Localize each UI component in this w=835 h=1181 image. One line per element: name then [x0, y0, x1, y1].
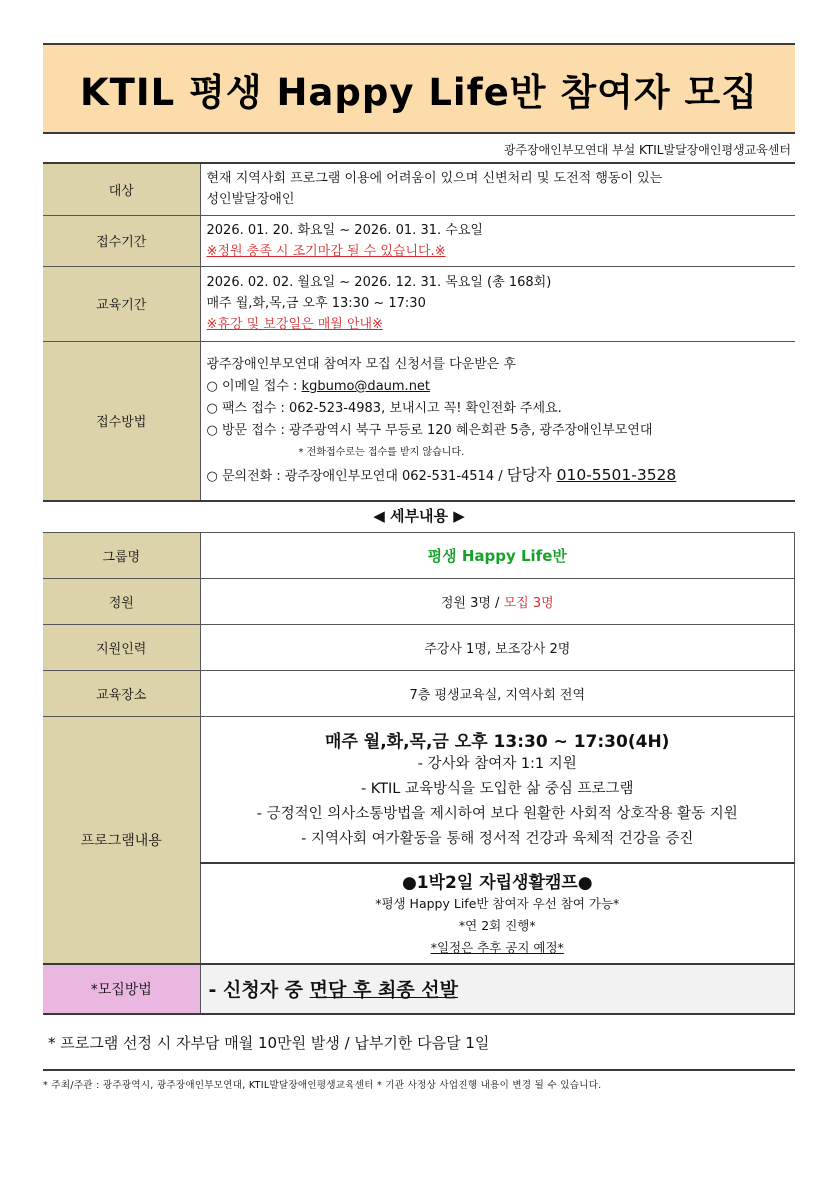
- method-visit: ○ 방문 접수 : 광주광역시 북구 무등로 120 혜은회관 5층, 광주장애인부모연대: [206, 422, 653, 438]
- program-item: - KTIL 교육방식을 도입한 삶 중심 프로그램: [360, 780, 634, 797]
- value-place: 7층 평생교육실, 지역사회 전역: [200, 671, 795, 717]
- camp-line: *평생 Happy Life반 참여자 우선 참여 가능*: [375, 895, 620, 911]
- value-camp: [200, 863, 795, 964]
- flyer: [43, 43, 795, 1091]
- title-banner: [43, 43, 795, 134]
- program-item: - 강사와 참여자 1:1 지원: [417, 755, 577, 772]
- page-title: KTIL 평생 Happy Life반 참여자 모집: [79, 70, 759, 114]
- row-group: [43, 533, 795, 579]
- value-staff: 주강사 1명, 보조강사 2명: [200, 625, 795, 671]
- program-item: - 긍정적인 의사소통방법을 제시하여 보다 원활한 사회적 상호작용 활동 지원: [256, 805, 738, 822]
- row-staff: [43, 625, 795, 671]
- method-inquiry: [207, 464, 790, 488]
- row-target: [43, 163, 795, 215]
- footer-text: * 주최/주관 : 광주광역시, 광주장애인부모연대, KTIL발달장애인평생교육센터 * 기관 사정상 사업진행 내용이 변경 될 수 있습니다.: [43, 1079, 602, 1091]
- program-schedule: 매주 월,화,목,금 오후 13:30 ~ 17:30(4H): [325, 731, 670, 752]
- label-group: 그룹명: [43, 533, 200, 579]
- value-group: 평생 Happy Life반: [200, 533, 795, 579]
- label-method: 접수방법: [43, 341, 200, 501]
- label-reception: 접수기간: [43, 215, 200, 266]
- row-program: [43, 717, 795, 863]
- email-prefix: ○ 이메일 접수 :: [206, 378, 302, 394]
- label-place: 교육장소: [43, 671, 200, 717]
- camp-line: *일정은 추후 공지 예정*: [430, 939, 564, 955]
- reception-dates: 2026. 01. 20. 화요일 ~ 2026. 01. 31. 수요일: [206, 222, 483, 238]
- value-education: [200, 266, 795, 341]
- method-email: [207, 376, 790, 398]
- details-table: [43, 532, 795, 1015]
- row-capacity: [43, 579, 795, 625]
- value-target: [200, 163, 795, 215]
- row-method: [43, 341, 795, 501]
- method-phone-note: * 전화접수로는 접수를 받지 않습니다.: [298, 446, 465, 458]
- info-table: [43, 162, 795, 502]
- target-line-2: 성인발달장애인: [206, 192, 295, 208]
- email-link[interactable]: kgbumo@daum.net: [301, 378, 431, 394]
- value-method: [200, 341, 795, 501]
- camp-title: ●1박2일 자립생활캠프●: [401, 872, 593, 893]
- reception-note: ※정원 충족 시 조기마감 될 수 있습니다.※: [206, 243, 446, 259]
- manager-phone[interactable]: 010-5501-3528: [556, 465, 677, 484]
- value-selection: [200, 964, 795, 1014]
- value-capacity: [200, 579, 795, 625]
- method-fax: ○ 팩스 접수 : 062-523-4983, 보내시고 꼭! 확인전화 주세요.: [206, 400, 562, 416]
- education-dates: 2026. 02. 02. 월요일 ~ 2026. 12. 31. 목요일 (총 168회): [206, 275, 552, 290]
- education-note: ※휴강 및 보강일은 매월 안내※: [206, 317, 383, 332]
- camp-line: *연 2회 진행*: [458, 917, 536, 933]
- target-line-1: 현재 지역사회 프로그램 이용에 어려움이 있으며 신변처리 및 도전적 행동이 있는: [206, 171, 663, 187]
- label-program: 프로그램내용: [43, 717, 200, 964]
- label-target: 대상: [43, 163, 200, 215]
- value-program: [200, 717, 795, 863]
- label-capacity: 정원: [43, 579, 200, 625]
- fee-notice: * 프로그램 선정 시 자부담 매월 10만원 발생 / 납부기한 다음달 1일: [43, 1015, 795, 1071]
- selection-underlined: 면담 후 최종 선발: [309, 979, 458, 1001]
- program-item: - 지역사회 여가활동을 통해 정서적 건강과 육체적 건강을 증진: [301, 830, 694, 847]
- label-selection: *모집방법: [43, 964, 200, 1014]
- capacity-text: 정원 3명 /: [440, 596, 504, 611]
- value-reception: [200, 215, 795, 266]
- recruit-text: 모집 3명: [503, 596, 554, 611]
- row-place: [43, 671, 795, 717]
- organizer-text: 광주장애인부모연대 부설 KTIL발달장애인평생교육센터: [503, 143, 791, 157]
- row-education: [43, 266, 795, 341]
- education-schedule: 매주 월,화,목,금 오후 13:30 ~ 17:30: [206, 296, 426, 311]
- method-intro: 광주장애인부모연대 참여자 모집 신청서를 다운받은 후: [206, 356, 516, 372]
- selection-prefix: - 신청자 중: [208, 979, 310, 1001]
- label-education: 교육기간: [43, 266, 200, 341]
- manager-label: 담당자: [506, 465, 557, 484]
- details-heading: ◀ 세부내용 ▶: [373, 507, 465, 525]
- row-reception: [43, 215, 795, 266]
- row-selection: [43, 964, 795, 1014]
- inquiry-prefix: ○ 문의전화 : 광주장애인부모연대 062-531-4514 /: [206, 468, 507, 484]
- label-staff: 지원인력: [43, 625, 200, 671]
